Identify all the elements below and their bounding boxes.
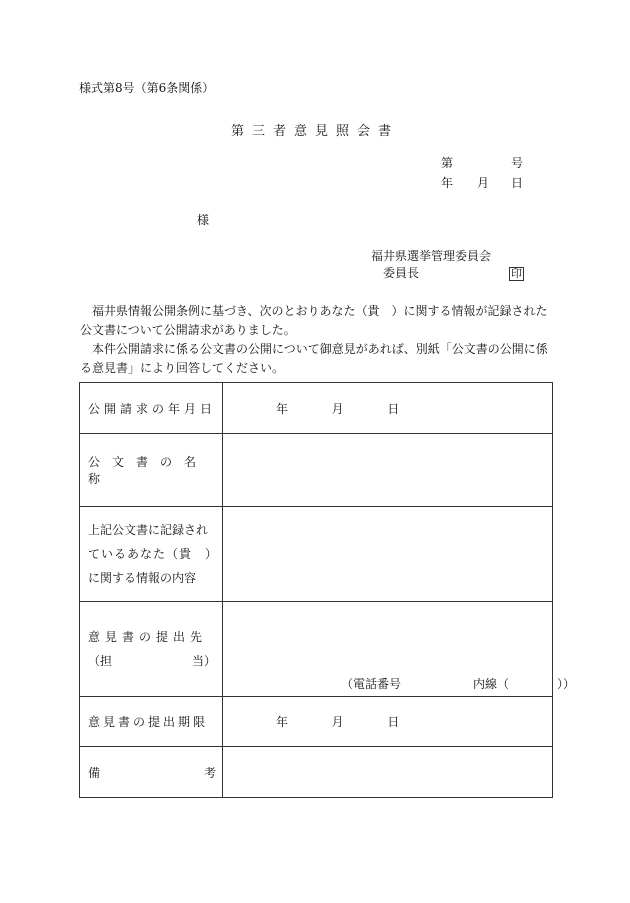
form-number: 様式第8号（第6条関係） bbox=[79, 81, 215, 95]
document-title: 第三者意見照会書 bbox=[230, 124, 399, 139]
body-paragraph-2: 本件公開請求に係る公文書の公開について御意見があれば、別紙「公文書の公開に係る意見書」により回答してください。 bbox=[80, 342, 548, 375]
extension-label: 内線（ ）） bbox=[473, 677, 576, 691]
issuer-title: 委員長 bbox=[383, 266, 420, 280]
deadline-label-cell bbox=[80, 697, 223, 747]
submission-dest-value-cell[interactable] bbox=[223, 602, 576, 697]
document-name-value-cell[interactable] bbox=[223, 434, 553, 507]
remarks-value-cell[interactable] bbox=[223, 747, 553, 798]
phone-number-label: （電話番号 bbox=[341, 677, 402, 691]
remarks-label-left: 備 bbox=[88, 765, 101, 780]
remarks-label-cell bbox=[80, 747, 223, 798]
seal-label: 印 bbox=[511, 267, 522, 280]
table-row bbox=[80, 697, 553, 747]
submission-dest-contact-label bbox=[88, 649, 216, 673]
contact-paren-close: 当） bbox=[191, 654, 216, 668]
seal-mark bbox=[509, 265, 524, 281]
issuer-organization: 福井県選挙管理委員会 bbox=[371, 249, 492, 263]
deadline-month: 月 bbox=[331, 715, 344, 729]
date-month: 月 bbox=[477, 176, 490, 190]
addressee-honorific: 様 bbox=[197, 213, 210, 227]
info-content-label-cell bbox=[80, 507, 223, 602]
number-suffix: 号 bbox=[511, 156, 524, 170]
submission-dest-label-cell bbox=[80, 602, 223, 697]
request-date-month: 月 bbox=[331, 401, 344, 416]
table-row bbox=[80, 434, 553, 507]
document-name-label: 公文書の名称 bbox=[88, 455, 209, 486]
deadline-year: 年 bbox=[276, 715, 289, 729]
inquiry-form-table bbox=[79, 382, 576, 798]
request-date-year: 年 bbox=[276, 401, 289, 416]
remarks-label-right: 考 bbox=[203, 765, 216, 780]
deadline-day: 日 bbox=[387, 715, 400, 729]
submission-dest-label: 意見書の提出先 bbox=[88, 630, 208, 644]
number-prefix: 第 bbox=[441, 156, 454, 170]
info-content-label-line-3: に関する情報の内容 bbox=[88, 571, 197, 585]
request-date-label-cell bbox=[80, 383, 223, 434]
request-date-value-cell[interactable] bbox=[223, 383, 553, 434]
remarks-label bbox=[88, 764, 216, 781]
info-content-label-line-2: ているあなた（貴 ） bbox=[88, 547, 219, 561]
date-year: 年 bbox=[441, 176, 454, 190]
deadline-value-cell[interactable] bbox=[223, 697, 553, 747]
body-paragraph-1: 福井県情報公開条例に基づき、次のとおりあなた（貴 ）に関する情報が記録された公文書について公開請求がありました。 bbox=[80, 304, 548, 337]
table-row bbox=[80, 602, 553, 697]
document-name-label-cell bbox=[80, 434, 223, 507]
table-row bbox=[80, 383, 553, 434]
info-content-label-line-1: 上記公文書に記録され bbox=[88, 523, 209, 537]
info-content-value-cell[interactable] bbox=[223, 507, 553, 602]
table-row bbox=[80, 507, 553, 602]
request-date-day: 日 bbox=[387, 401, 400, 416]
contact-paren-open: （担 bbox=[88, 654, 113, 668]
request-date-label: 公開請求の年月日 bbox=[88, 401, 217, 416]
date-day: 日 bbox=[511, 176, 524, 190]
deadline-label: 意見書の提出期限 bbox=[88, 715, 209, 729]
table-row bbox=[80, 747, 553, 798]
